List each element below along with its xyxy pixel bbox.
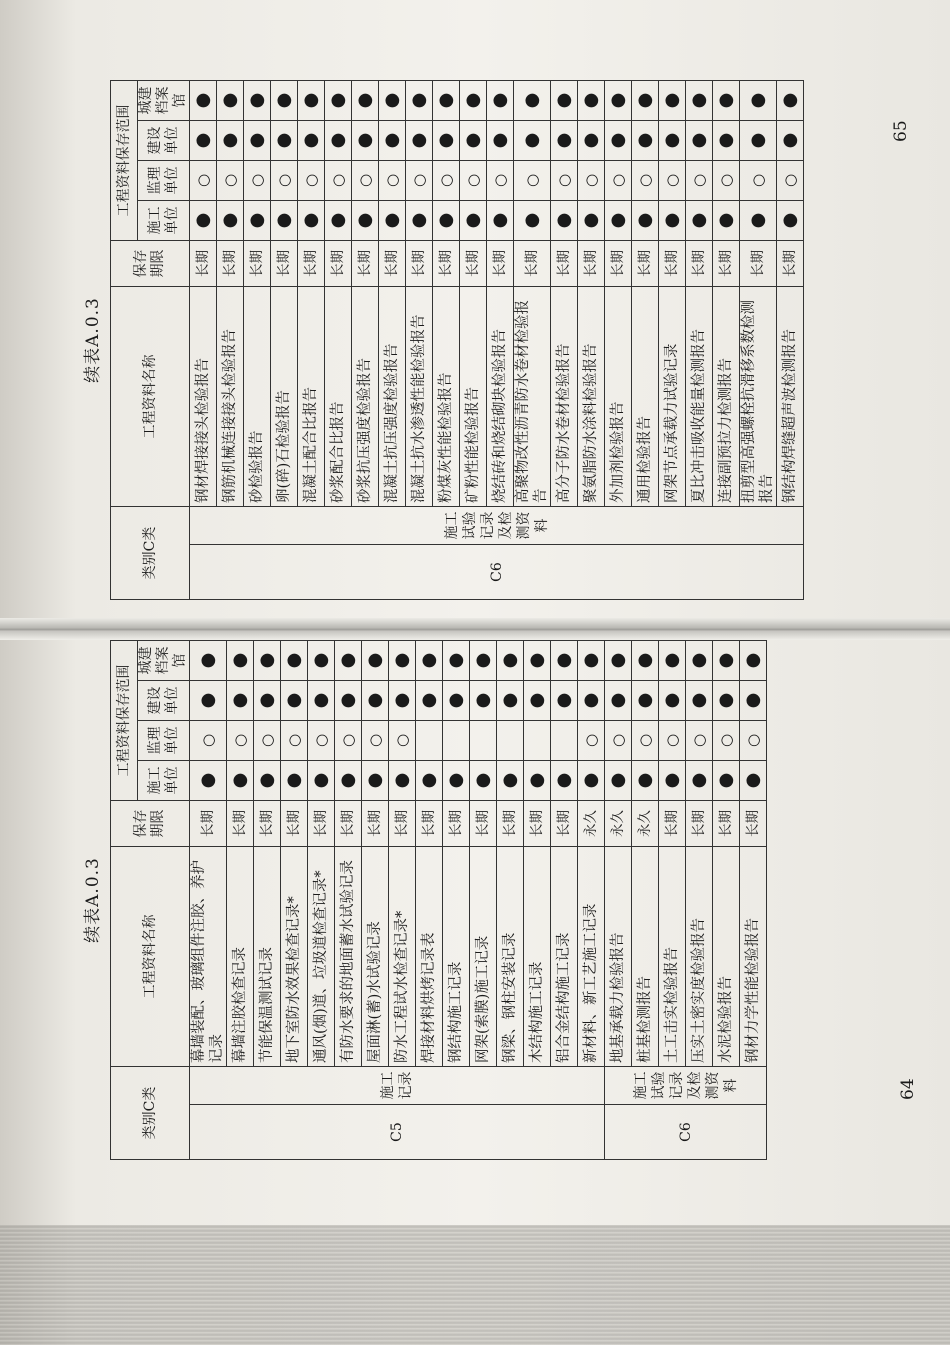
- mark-owner: ●: [217, 121, 244, 161]
- header-name: 工程资料名称: [111, 287, 190, 507]
- retention-term: 长期: [271, 241, 298, 287]
- record-name: 钢材焊接接头检验报告: [190, 287, 217, 507]
- subcategory-label: 施工试验记录及检测资料: [190, 507, 804, 545]
- retention-term: 长期: [379, 241, 406, 287]
- record-name: 夏比冲击吸收能量检测报告: [686, 287, 713, 507]
- mark-owner: ●: [470, 681, 497, 721]
- mark-supervision: ○: [389, 721, 416, 761]
- retention-term: 长期: [308, 801, 335, 847]
- record-name: 矿粉性能检验报告: [460, 287, 487, 507]
- mark-archive: ●: [298, 81, 325, 121]
- mark-archive: ●: [389, 641, 416, 681]
- retention-term: 长期: [443, 801, 470, 847]
- mark-supervision: ○: [632, 161, 659, 201]
- record-name: 焊接材料烘烤记录表: [416, 847, 443, 1067]
- record-name: 土工击实检验报告: [659, 847, 686, 1067]
- mark-supervision: [551, 721, 578, 761]
- mark-construction: ●: [362, 761, 389, 801]
- header-owner: 建设单位: [138, 121, 190, 161]
- record-name: 砂检验报告: [244, 287, 271, 507]
- table-row: [190, 641, 227, 1160]
- mark-supervision: ○: [460, 161, 487, 201]
- mark-archive: ●: [487, 81, 514, 121]
- record-name: 防水工程试水检查记录*: [389, 847, 416, 1067]
- mark-archive: ●: [217, 81, 244, 121]
- mark-archive: ●: [551, 641, 578, 681]
- mark-archive: ●: [713, 641, 740, 681]
- records-table-65: [110, 80, 804, 600]
- mark-supervision: ○: [362, 721, 389, 761]
- retention-term: 长期: [487, 241, 514, 287]
- mark-supervision: ○: [686, 721, 713, 761]
- record-name: 幕墙注胶检查记录: [227, 847, 254, 1067]
- mark-supervision: ○: [335, 721, 362, 761]
- mark-owner: ●: [271, 121, 298, 161]
- mark-construction: ●: [281, 761, 308, 801]
- record-name: 混凝土抗压强度检验报告: [379, 287, 406, 507]
- header-construction: 施工单位: [138, 761, 190, 801]
- record-name: 网架节点承载力试验记录: [659, 287, 686, 507]
- mark-owner: ●: [416, 681, 443, 721]
- mark-construction: ●: [298, 201, 325, 241]
- mark-owner: ●: [713, 681, 740, 721]
- header-archive: 城建档案馆: [138, 81, 190, 121]
- mark-archive: ●: [777, 81, 804, 121]
- mark-supervision: ○: [632, 721, 659, 761]
- retention-term: 永久: [605, 801, 632, 847]
- header-term: 保存期限: [111, 241, 190, 287]
- mark-construction: ●: [524, 761, 551, 801]
- mark-supervision: ○: [659, 161, 686, 201]
- mark-construction: ●: [740, 761, 767, 801]
- mark-construction: ●: [605, 201, 632, 241]
- retention-term: 长期: [686, 241, 713, 287]
- retention-term: 长期: [713, 801, 740, 847]
- retention-term: 长期: [254, 801, 281, 847]
- mark-supervision: ○: [605, 721, 632, 761]
- record-name: 地基承载力检验报告: [605, 847, 632, 1067]
- mark-archive: ●: [433, 81, 460, 121]
- mark-supervision: ○: [271, 161, 298, 201]
- retention-term: 长期: [389, 801, 416, 847]
- retention-term: 长期: [281, 801, 308, 847]
- mark-owner: ●: [632, 681, 659, 721]
- mark-construction: ●: [433, 201, 460, 241]
- mark-owner: ●: [190, 681, 227, 721]
- mark-owner: ●: [686, 681, 713, 721]
- mark-construction: ●: [487, 201, 514, 241]
- mark-construction: ●: [470, 761, 497, 801]
- mark-owner: ●: [686, 121, 713, 161]
- mark-supervision: ○: [578, 721, 605, 761]
- record-name: 水泥检验报告: [713, 847, 740, 1067]
- mark-construction: ●: [686, 201, 713, 241]
- mark-owner: ●: [406, 121, 433, 161]
- retention-term: 长期: [740, 241, 777, 287]
- mark-construction: ●: [740, 201, 777, 241]
- mark-owner: ●: [227, 681, 254, 721]
- subcategory-label: 施工记录: [190, 1067, 605, 1105]
- mark-supervision: ○: [254, 721, 281, 761]
- record-name: 桩基检测报告: [632, 847, 659, 1067]
- retention-term: 长期: [352, 241, 379, 287]
- mark-owner: ●: [578, 681, 605, 721]
- mark-archive: ●: [335, 641, 362, 681]
- mark-supervision: ○: [281, 721, 308, 761]
- mark-construction: ●: [190, 201, 217, 241]
- page-65: [83, 80, 911, 600]
- mark-owner: ●: [190, 121, 217, 161]
- mark-archive: ●: [352, 81, 379, 121]
- mark-supervision: ○: [190, 721, 227, 761]
- mark-construction: ●: [406, 201, 433, 241]
- table-row: [190, 81, 217, 600]
- mark-construction: ●: [686, 761, 713, 801]
- mark-archive: ●: [190, 641, 227, 681]
- record-name: 木结构施工记录: [524, 847, 551, 1067]
- mark-archive: ●: [308, 641, 335, 681]
- mark-supervision: ○: [777, 161, 804, 201]
- mark-archive: ●: [551, 81, 578, 121]
- record-name: 混凝土抗水渗透性能检验报告: [406, 287, 433, 507]
- table-row: [605, 641, 632, 1160]
- mark-archive: ●: [659, 81, 686, 121]
- record-name: 烧结砖和烧结砌块检验报告: [487, 287, 514, 507]
- mark-owner: ●: [514, 121, 551, 161]
- mark-archive: ●: [362, 641, 389, 681]
- mark-supervision: ○: [578, 161, 605, 201]
- mark-archive: ●: [632, 641, 659, 681]
- header-supervision: 监理单位: [138, 721, 190, 761]
- mark-construction: ●: [325, 201, 352, 241]
- retention-term: 长期: [470, 801, 497, 847]
- mark-construction: ●: [605, 761, 632, 801]
- mark-construction: ●: [578, 761, 605, 801]
- mark-archive: ●: [497, 641, 524, 681]
- record-name: 钢材力学性能检验报告: [740, 847, 767, 1067]
- record-name: 有防水要求的地面蓄水试验记录: [335, 847, 362, 1067]
- mark-construction: ●: [190, 761, 227, 801]
- retention-term: 长期: [325, 241, 352, 287]
- mark-owner: ●: [659, 681, 686, 721]
- mark-archive: ●: [379, 81, 406, 121]
- mark-owner: ●: [443, 681, 470, 721]
- mark-supervision: ○: [227, 721, 254, 761]
- record-name: 网架(索膜)施工记录: [470, 847, 497, 1067]
- mark-archive: ●: [254, 641, 281, 681]
- mark-owner: ●: [362, 681, 389, 721]
- retention-term: 长期: [335, 801, 362, 847]
- record-name: 钢结构施工记录: [443, 847, 470, 1067]
- mark-construction: ●: [632, 201, 659, 241]
- category-code: C6: [190, 545, 804, 600]
- mark-construction: ●: [514, 201, 551, 241]
- records-table-64: [110, 640, 767, 1160]
- mark-construction: ●: [659, 201, 686, 241]
- retention-term: 长期: [551, 801, 578, 847]
- mark-supervision: ○: [308, 721, 335, 761]
- retention-term: 长期: [460, 241, 487, 287]
- mark-owner: ●: [551, 121, 578, 161]
- mark-supervision: ○: [406, 161, 433, 201]
- mark-owner: ●: [352, 121, 379, 161]
- header-scope: 工程资料保存范围: [111, 641, 138, 801]
- mark-owner: ●: [487, 121, 514, 161]
- record-name: 连接副预拉力检测报告: [713, 287, 740, 507]
- mark-archive: ●: [460, 81, 487, 121]
- mark-supervision: ○: [686, 161, 713, 201]
- mark-construction: ●: [443, 761, 470, 801]
- retention-term: 长期: [777, 241, 804, 287]
- mark-supervision: ○: [551, 161, 578, 201]
- mark-supervision: ○: [298, 161, 325, 201]
- record-name: 聚氨脂防水涂料检验报告: [578, 287, 605, 507]
- mark-archive: ●: [443, 641, 470, 681]
- mark-owner: ●: [379, 121, 406, 161]
- mark-construction: ●: [244, 201, 271, 241]
- retention-term: 长期: [632, 241, 659, 287]
- mark-supervision: ○: [713, 721, 740, 761]
- mark-construction: ●: [632, 761, 659, 801]
- retention-term: 永久: [632, 801, 659, 847]
- mark-archive: ●: [686, 641, 713, 681]
- header-owner: 建设单位: [138, 681, 190, 721]
- mark-supervision: ○: [433, 161, 460, 201]
- retention-term: 长期: [686, 801, 713, 847]
- retention-term: 永久: [578, 801, 605, 847]
- record-name: 钢筋机械连接接头检验报告: [217, 287, 244, 507]
- mark-construction: ●: [335, 761, 362, 801]
- page-64: [83, 640, 918, 1160]
- retention-term: 长期: [244, 241, 271, 287]
- mark-supervision: ○: [487, 161, 514, 201]
- mark-construction: ●: [551, 201, 578, 241]
- mark-supervision: ○: [740, 161, 777, 201]
- record-name: 砂浆抗压强度检验报告: [352, 287, 379, 507]
- retention-term: 长期: [190, 241, 217, 287]
- header-scope: 工程资料保存范围: [111, 81, 138, 241]
- mark-archive: ●: [605, 641, 632, 681]
- mark-owner: ●: [335, 681, 362, 721]
- mark-construction: ●: [308, 761, 335, 801]
- mark-construction: ●: [416, 761, 443, 801]
- page-edges: [0, 1225, 950, 1345]
- header-term: 保存期限: [111, 801, 190, 847]
- mark-construction: ●: [460, 201, 487, 241]
- retention-term: 长期: [659, 241, 686, 287]
- mark-archive: ●: [686, 81, 713, 121]
- mark-archive: ●: [632, 81, 659, 121]
- mark-supervision: [443, 721, 470, 761]
- header-construction: 施工单位: [138, 201, 190, 241]
- retention-term: 长期: [298, 241, 325, 287]
- mark-archive: ●: [227, 641, 254, 681]
- mark-construction: ●: [578, 201, 605, 241]
- category-code: C5: [190, 1105, 605, 1160]
- retention-term: 长期: [578, 241, 605, 287]
- header-archive: 城建档案馆: [138, 641, 190, 681]
- mark-archive: ●: [578, 81, 605, 121]
- book-gutter: [0, 618, 950, 640]
- page-number: 64: [898, 1078, 918, 1100]
- record-name: 地下室防水效果检查记录*: [281, 847, 308, 1067]
- mark-owner: ●: [244, 121, 271, 161]
- retention-term: 长期: [713, 241, 740, 287]
- mark-archive: ●: [713, 81, 740, 121]
- mark-owner: ●: [740, 121, 777, 161]
- record-name: 卵(碎)石检验报告: [271, 287, 298, 507]
- mark-supervision: ○: [605, 161, 632, 201]
- retention-term: 长期: [740, 801, 767, 847]
- mark-owner: ●: [740, 681, 767, 721]
- mark-supervision: ○: [379, 161, 406, 201]
- mark-archive: ●: [271, 81, 298, 121]
- mark-archive: ●: [514, 81, 551, 121]
- record-name: 砂浆配合比报告: [325, 287, 352, 507]
- mark-archive: ●: [740, 641, 767, 681]
- mark-archive: ●: [524, 641, 551, 681]
- mark-supervision: ○: [713, 161, 740, 201]
- mark-construction: ●: [254, 761, 281, 801]
- mark-owner: ●: [578, 121, 605, 161]
- record-name: 通风(烟)道、垃圾道检查记录*: [308, 847, 335, 1067]
- mark-supervision: ○: [740, 721, 767, 761]
- mark-supervision: [416, 721, 443, 761]
- table-caption: 续表A.0.3: [83, 297, 103, 383]
- subcategory-label: 施工试验记录及检测资料: [605, 1067, 767, 1105]
- mark-owner: ●: [308, 681, 335, 721]
- mark-supervision: [524, 721, 551, 761]
- header-category: 类别C类: [111, 507, 190, 600]
- mark-supervision: ○: [244, 161, 271, 201]
- retention-term: 长期: [227, 801, 254, 847]
- record-name: 钢结构焊缝超声波检测报告: [777, 287, 804, 507]
- record-name: 混凝土配合比报告: [298, 287, 325, 507]
- mark-archive: ●: [281, 641, 308, 681]
- mark-archive: ●: [244, 81, 271, 121]
- mark-construction: ●: [217, 201, 244, 241]
- mark-owner: ●: [325, 121, 352, 161]
- mark-construction: ●: [271, 201, 298, 241]
- mark-owner: ●: [460, 121, 487, 161]
- page-number: 65: [891, 120, 911, 142]
- mark-supervision: ○: [325, 161, 352, 201]
- mark-archive: ●: [470, 641, 497, 681]
- retention-term: 长期: [497, 801, 524, 847]
- mark-owner: ●: [433, 121, 460, 161]
- mark-archive: ●: [578, 641, 605, 681]
- mark-archive: ●: [740, 81, 777, 121]
- mark-archive: ●: [190, 81, 217, 121]
- mark-supervision: [470, 721, 497, 761]
- mark-archive: ●: [325, 81, 352, 121]
- mark-owner: ●: [551, 681, 578, 721]
- mark-owner: ●: [298, 121, 325, 161]
- mark-owner: ●: [777, 121, 804, 161]
- record-name: 屋面淋(蓄)水试验记录: [362, 847, 389, 1067]
- record-name: 扭剪型高强螺栓抗滑移系数检测报告: [740, 287, 777, 507]
- mark-construction: ●: [497, 761, 524, 801]
- retention-term: 长期: [551, 241, 578, 287]
- record-name: 外加剂检验报告: [605, 287, 632, 507]
- record-name: 节能保温测试记录: [254, 847, 281, 1067]
- mark-supervision: ○: [217, 161, 244, 201]
- record-name: 粉煤灰性能检验报告: [433, 287, 460, 507]
- mark-archive: ●: [416, 641, 443, 681]
- mark-owner: ●: [605, 121, 632, 161]
- mark-owner: ●: [659, 121, 686, 161]
- mark-construction: ●: [713, 761, 740, 801]
- header-supervision: 监理单位: [138, 161, 190, 201]
- mark-supervision: [497, 721, 524, 761]
- mark-supervision: ○: [514, 161, 551, 201]
- mark-owner: ●: [281, 681, 308, 721]
- retention-term: 长期: [433, 241, 460, 287]
- mark-supervision: ○: [659, 721, 686, 761]
- retention-term: 长期: [514, 241, 551, 287]
- mark-owner: ●: [524, 681, 551, 721]
- record-name: 压实土密实度检验报告: [686, 847, 713, 1067]
- category-code: C6: [605, 1105, 767, 1160]
- mark-owner: ●: [497, 681, 524, 721]
- mark-construction: ●: [389, 761, 416, 801]
- retention-term: 长期: [362, 801, 389, 847]
- mark-construction: ●: [551, 761, 578, 801]
- header-name: 工程资料名称: [111, 847, 190, 1067]
- mark-archive: ●: [605, 81, 632, 121]
- record-name: 铝合金结构施工记录: [551, 847, 578, 1067]
- mark-owner: ●: [389, 681, 416, 721]
- mark-supervision: ○: [352, 161, 379, 201]
- retention-term: 长期: [605, 241, 632, 287]
- record-name: 幕墙装配、玻璃组件注胶、养护记录: [190, 847, 227, 1067]
- table-caption: 续表A.0.3: [83, 857, 103, 943]
- record-name: 通用检验报告: [632, 287, 659, 507]
- mark-construction: ●: [379, 201, 406, 241]
- retention-term: 长期: [406, 241, 433, 287]
- record-name: 高分子防水卷材检验报告: [551, 287, 578, 507]
- mark-construction: ●: [227, 761, 254, 801]
- record-name: 高聚物改性沥青防水卷材检验报告: [514, 287, 551, 507]
- mark-construction: ●: [713, 201, 740, 241]
- record-name: 新材料、新工艺施工记录: [578, 847, 605, 1067]
- retention-term: 长期: [416, 801, 443, 847]
- retention-term: 长期: [217, 241, 244, 287]
- mark-construction: ●: [659, 761, 686, 801]
- mark-supervision: ○: [190, 161, 217, 201]
- mark-construction: ●: [777, 201, 804, 241]
- retention-term: 长期: [190, 801, 227, 847]
- mark-owner: ●: [713, 121, 740, 161]
- mark-owner: ●: [254, 681, 281, 721]
- mark-archive: ●: [406, 81, 433, 121]
- mark-owner: ●: [605, 681, 632, 721]
- retention-term: 长期: [659, 801, 686, 847]
- mark-owner: ●: [632, 121, 659, 161]
- retention-term: 长期: [524, 801, 551, 847]
- record-name: 钢梁、钢柱安装记录: [497, 847, 524, 1067]
- header-category: 类别C类: [111, 1067, 190, 1160]
- mark-archive: ●: [659, 641, 686, 681]
- mark-construction: ●: [352, 201, 379, 241]
